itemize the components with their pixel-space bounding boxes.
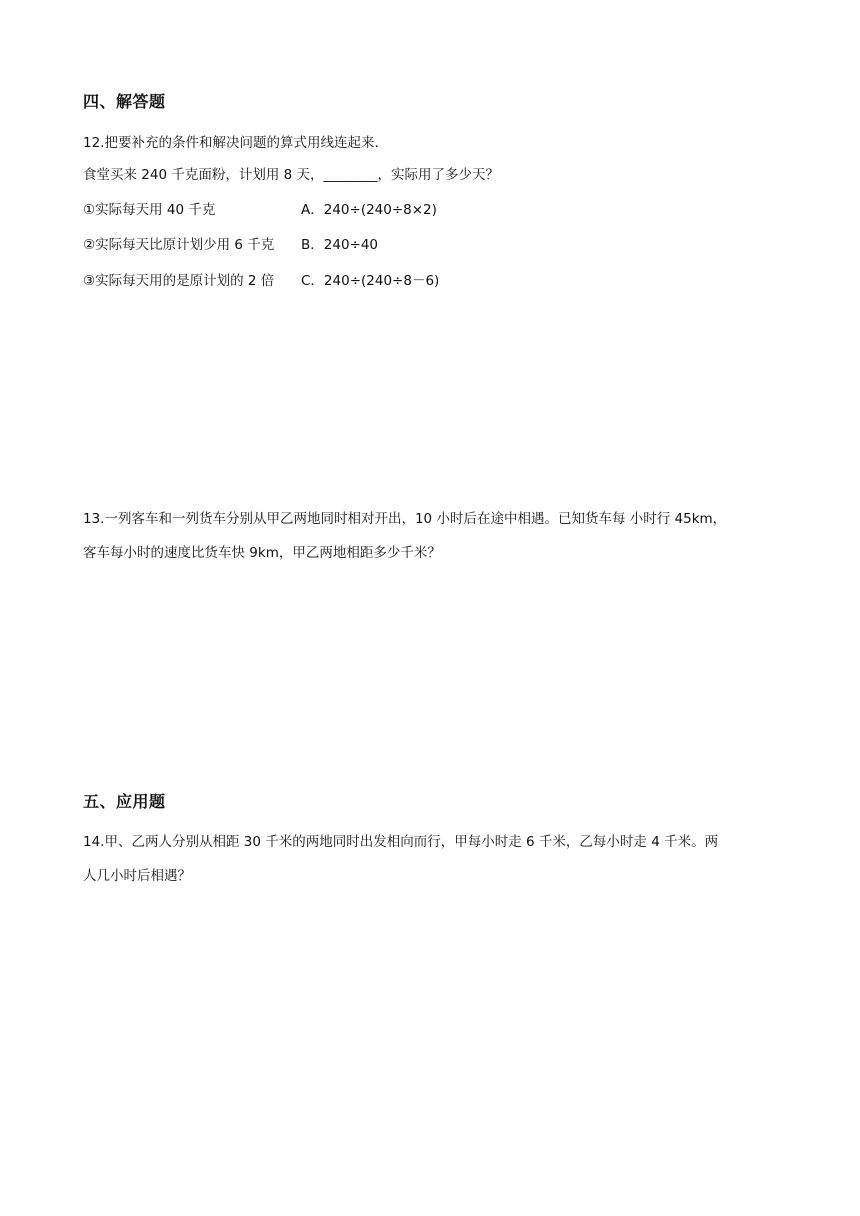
condition-3: ③实际每天用的是原计划的 2 倍 bbox=[83, 273, 275, 289]
question-12-context bbox=[83, 165, 499, 185]
context-before: 食堂买来 240 千克面粉，计划用 8 天， bbox=[83, 167, 324, 183]
question-14-line-1: 14.甲、乙两人分别从相距 30 千米的两地同时出发相向而行，甲每小时走 6 千米，乙每小时走 4 千米。两 bbox=[83, 834, 719, 850]
question-12-stem: 12.把要补充的条件和解决问题的算式用线连起来. bbox=[83, 135, 379, 151]
formula-b: B．240÷40 bbox=[301, 237, 379, 253]
question-13-line-2: 客车每小时的速度比货车快 9km，甲乙两地相距多少千米？ bbox=[83, 545, 441, 561]
formula-c: C．240÷(240÷8－6) bbox=[301, 273, 440, 289]
question-14-line-2: 人几小时后相遇？ bbox=[83, 868, 191, 884]
condition-2: ②实际每天比原计划少用 6 千克 bbox=[83, 237, 275, 253]
answer-blank: ________ bbox=[323, 167, 378, 183]
section-heading-4: 四、解答题 bbox=[83, 92, 166, 111]
context-after: ，实际用了多少天？ bbox=[377, 167, 500, 183]
question-13-line-1: 13.一列客车和一列货车分别从甲乙两地同时相对开出，10 小时后在途中相遇。已知货车每 小时行 45km， bbox=[83, 511, 727, 527]
section-heading-5: 五、应用题 bbox=[83, 792, 166, 811]
formula-a: A．240÷(240÷8×2) bbox=[301, 202, 437, 218]
condition-1: ①实际每天用 40 千克 bbox=[83, 202, 216, 218]
